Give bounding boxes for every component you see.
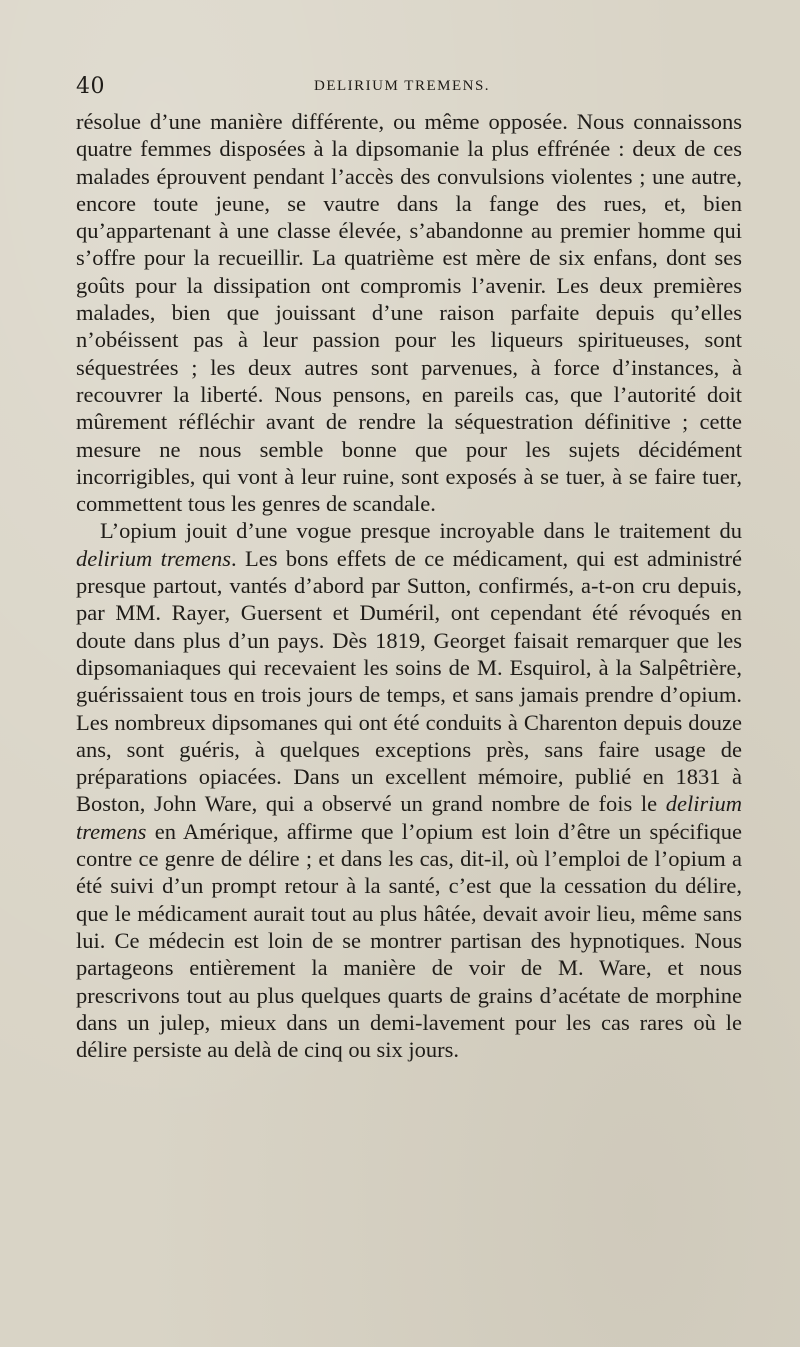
paragraph-opium-text-3: en Amérique, affirme que l’opium est loin d’être un spécifique contre ce genre de délire ; et dans les cas, dit-il, où l’emploi de l’opium a été suivi d’un prompt retour à la santé, c’est que la cessation du délire, que le médicament aurait tout au plus hâtée, devait avoir lieu, même sans lui. Ce médecin est loin de se montrer partisan des hypnotiques. Nous partageons entièrement la manière de voir de M. Ware, et nous prescrivons tout au plus quelques quarts de grains d’acétate de morphine dans un julep, mieux dans un demi-lavement pour les cas rares où le délire persiste au delà de cinq ou six jours. [76, 818, 742, 1063]
body-text [76, 108, 742, 1063]
page-number: 40 [76, 74, 105, 99]
italic-delirium-tremens-1: delirium tremens [76, 545, 232, 571]
running-title: DELIRIUM TREMENS. [314, 78, 491, 94]
paragraph-continuation: résolue d’une manière différente, ou même opposée. Nous connaissons quatre femmes disposées à la dipsomanie la plus effrénée : deux de ces malades éprouvent pendant l’accès des convulsions violentes ; une autre, encore toute jeune, se vautre dans la fange des rues, et, bien qu’appartenant à une classe élevée, s’abandonne au premier homme qui s’offre pour la recueillir. La quatrième est mère de six enfans, dont ses goûts pour la dissipation ont compromis l’avenir. Les deux premières malades, bien que jouissant d’une raison parfaite depuis qu’elles n’obéissent pas à leur passion pour les liqueurs spiritueuses, sont séquestrées ; les deux autres sont parvenues, à force d’instances, à recouvrer la liberté. Nous pensons, en pareils cas, que l’autorité doit mûrement réfléchir avant de rendre la séquestration définitive ; cette mesure ne nous semble bonne que pour les sujets décidément incorrigibles, qui vont à leur ruine, sont exposés à se tuer, à se faire tuer, commettent tous les genres de scandale. [76, 109, 742, 517]
paragraph-opium [76, 517, 742, 1063]
paragraph-opium-text-2: . Les bons effets de ce médicament, qui est administré presque partout, vantés d’abord par Sutton, confirmés, a-t-on cru depuis, par MM. Rayer, Guersent et Duméril, ont cependant été révoqués en doute dans plus d’un pays. Dès 1819, Georget faisait remarquer que les dipsomaniaques qui recevaient les soins de M. Esquirol, à la Salpêtrière, guérissaient tous en trois jours de temps, et sans jamais prendre d’opium. Les nombreux dipsomanes qui ont été conduits à Charenton depuis douze ans, sont guéris, à quelques exceptions près, sans faire usage de préparations opiacées. Dans un excellent mémoire, publié en 1831 à Boston, John Ware, qui a observé un grand nombre de fois le [76, 545, 742, 817]
running-head [76, 74, 746, 102]
paragraph-opium-text-1: L’opium jouit d’une vogue presque incroyable dans le traitement du [100, 518, 742, 544]
italic-delirium-tremens-2: delirium tremens [76, 791, 742, 844]
